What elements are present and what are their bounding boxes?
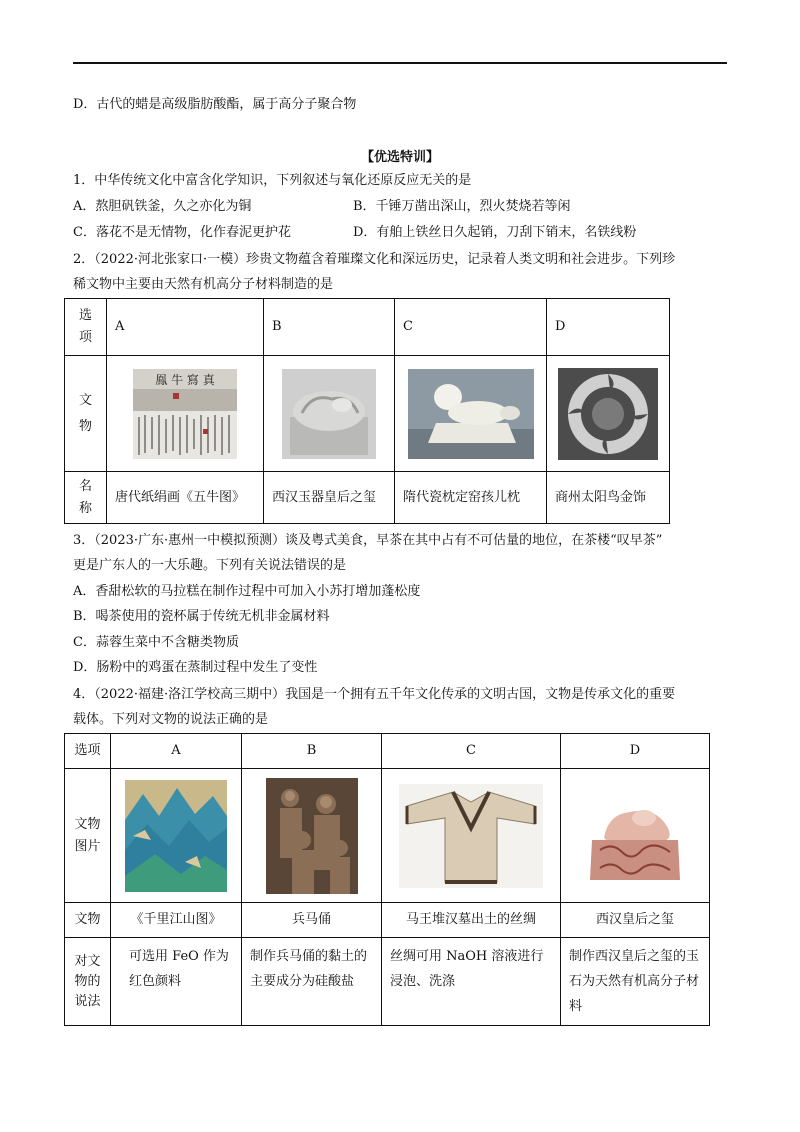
q2-relic-d <box>547 356 670 472</box>
q4-statement-a: 可选用 FeO 作为红色颜料 <box>111 938 242 1026</box>
q4-statement-b: 制作兵马俑的黏土的主要成分为硅酸盐 <box>242 938 382 1026</box>
previous-option-d: D．古代的蜡是高级脂肪酸酯，属于高分子聚合物 <box>73 97 357 112</box>
q2-col-c: C <box>395 299 547 356</box>
q4-relic-c: 马王堆汉墓出土的丝绸 <box>382 903 561 938</box>
q4-picture-d <box>561 769 710 903</box>
q4-header-row <box>65 734 710 769</box>
q2-table <box>64 298 670 524</box>
q2-stem-line2: 稀文物中主要由天然有机高分子材料制造的是 <box>73 277 334 292</box>
q2-col-b: B <box>264 299 395 356</box>
q4-picture-a <box>111 769 242 903</box>
q4-stem-line1: 4．（2022·福建·洛江学校高三期中）我国是一个拥有五千年文化传承的文明古国，文物是传承文化的重要 <box>73 687 676 702</box>
q2-col-a: A <box>107 299 264 356</box>
q4-header-statement: 对文物的说法 <box>65 938 111 1026</box>
q3-stem-line2: 更是广东人的一大乐趣。下列有关说法错误的是 <box>73 558 347 573</box>
q2-stem-line1: 2．（2022·河北张家口·一模）珍贵文物蕴含着璀璨文化和深远历史，记录着人类文明和社会进步。下列珍 <box>73 252 676 267</box>
section-title: 【优选特训】 <box>360 150 439 165</box>
porcelain-child-pillow-image <box>408 369 534 459</box>
q4-relic-a: 《千里江山图》 <box>111 903 242 938</box>
top-rule <box>73 62 727 64</box>
q2-header-option: 选项 <box>65 299 107 356</box>
q2-header-relic: 文物 <box>65 356 107 472</box>
empress-seal-image <box>582 784 688 888</box>
q4-header-picture: 文物图片 <box>65 769 111 903</box>
five-oxen-calligraphy-image <box>133 369 237 459</box>
silk-garment-image <box>399 784 543 888</box>
q4-statement-d: 制作西汉皇后之玺的玉石为天然有机高分子材料 <box>561 938 710 1026</box>
q4-statement-c: 丝绸可用 NaOH 溶液进行浸泡、洗涤 <box>382 938 561 1026</box>
q2-name-a: 唐代纸绢画《五牛图》 <box>107 472 264 524</box>
q2-header-name: 名称 <box>65 472 107 524</box>
q4-stem-line2: 载体。下列对文物的说法正确的是 <box>73 712 269 727</box>
q4-relic-row <box>65 903 710 938</box>
q3-stem-line1: 3．（2023·广东·惠州一中模拟预测）谈及粤式美食，早茶在其中占有不可估量的地位，在茶楼“叹早茶” <box>73 533 663 548</box>
q2-relic-a <box>107 356 264 472</box>
calligraphy-inscription: 鳯 牛 寫 真 <box>155 372 215 387</box>
q4-col-d: D <box>561 734 710 769</box>
q4-picture-row <box>65 769 710 903</box>
q4-col-c: C <box>382 734 561 769</box>
q2-name-row <box>65 472 670 524</box>
q4-picture-c <box>382 769 561 903</box>
q3-option-b: B．喝茶使用的瓷杯属于传统无机非金属材料 <box>73 609 330 624</box>
q1-option-c: C．落花不是无情物，化作春泥更护花 <box>73 225 291 240</box>
q3-option-c: C．蒜蓉生菜中不含糖类物质 <box>73 635 239 650</box>
q2-name-b: 西汉玉器皇后之玺 <box>264 472 395 524</box>
q3-option-a: A．香甜松软的马拉糕在制作过程中可加入小苏打增加蓬松度 <box>73 584 421 599</box>
q4-header-option: 选项 <box>65 734 111 769</box>
q4-statement-row <box>65 938 710 1026</box>
landscape-painting-image <box>125 780 227 892</box>
sun-bird-gold-ornament-image <box>558 368 658 460</box>
q1-stem: 1．中华传统文化中富含化学知识，下列叙述与氧化还原反应无关的是 <box>73 173 472 188</box>
q4-table <box>64 733 710 1026</box>
q4-col-b: B <box>242 734 382 769</box>
q1-option-a: A．熬胆矾铁釜，久之亦化为铜 <box>73 199 252 214</box>
q2-relic-row <box>65 356 670 472</box>
q4-picture-b <box>242 769 382 903</box>
q4-relic-b: 兵马俑 <box>242 903 382 938</box>
q3-option-d: D．肠粉中的鸡蛋在蒸制过程中发生了变性 <box>73 660 318 675</box>
q2-relic-c <box>395 356 547 472</box>
terracotta-warriors-image <box>266 778 358 894</box>
q2-name-d: 商州太阳鸟金饰 <box>547 472 670 524</box>
q4-header-relic: 文物 <box>65 903 111 938</box>
q4-col-a: A <box>111 734 242 769</box>
q2-header-row <box>65 299 670 356</box>
q2-col-d: D <box>547 299 670 356</box>
q4-relic-d: 西汉皇后之玺 <box>561 903 710 938</box>
jade-seal-image <box>282 369 376 459</box>
q1-option-d: D．有舶上铁丝日久起销，刀刮下销末，名铁线粉 <box>353 225 637 240</box>
q2-name-c: 隋代瓷枕定窑孩儿枕 <box>395 472 547 524</box>
q2-relic-b <box>264 356 395 472</box>
q1-option-b: B．千锤万凿出深山，烈火焚烧若等闲 <box>353 199 571 214</box>
